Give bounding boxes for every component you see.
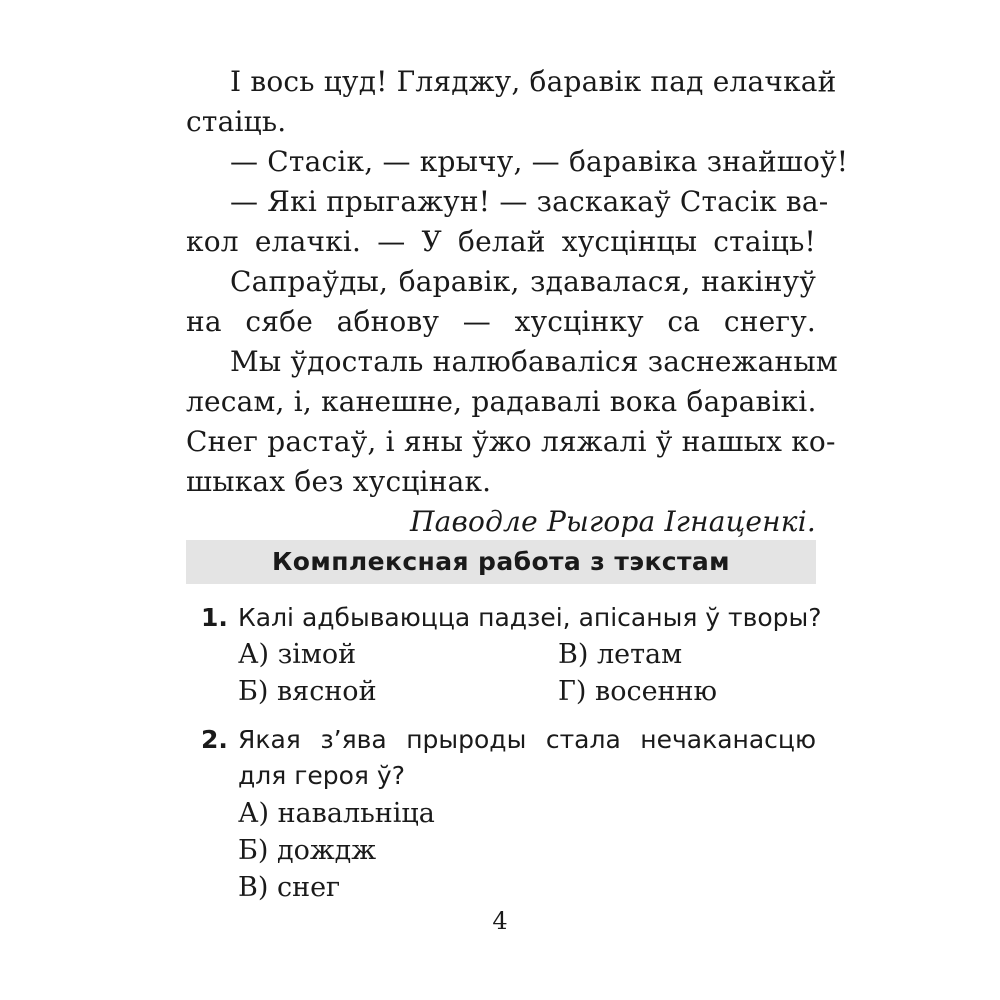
story-line: — Які прыгажун! — заскакаў Стасік ва- [230,185,829,218]
question-text [238,722,816,794]
page-number: 4 [492,907,508,935]
story-line: лесам, і, канешне, радавалі вока баравікі. [186,385,817,418]
story-line: І вось цуд! Гляджу, баравік пад елачкай [230,65,837,98]
answer-option-b[interactable]: Б) дождж [238,835,377,866]
story-line: шыках без хусцінак. [186,465,492,498]
question-number: 2. [201,725,228,754]
story-text [186,62,849,542]
answer-option-v[interactable]: В) снег [238,872,341,903]
question-number: 1. [201,603,228,632]
question-text [238,600,822,636]
question-text-line: для героя ў? [238,761,405,790]
story-line: кол елачкі. — У белай хусцінцы стаіць! [186,225,816,258]
story-line: — Стасік, — крычу, — баравіка знайшоў! [230,145,849,178]
question-1 [186,600,822,710]
story-line: Мы ўдосталь налюбаваліся заснежаным [230,345,838,378]
question-text-line: Якая з’ява прыроды стала нечаканасцю [238,725,816,754]
answer-option-b[interactable]: Б) вясной [238,676,377,707]
story-author: Паводле Рыгора Ігнаценкі. [410,505,816,538]
story-line: стаіць. [186,105,287,138]
question-text-line: Калі адбываюцца падзеі, апісаныя ў творы? [238,603,822,632]
answer-option-g[interactable]: Г) восенню [558,676,718,707]
section-heading: Комплексная работа з тэкстам [186,540,816,584]
story-line: Сапраўды, баравік, здавалася, накінуў [230,265,816,298]
question-2 [186,722,816,902]
answer-option-v[interactable]: В) летам [558,639,683,670]
story-line: на сябе абнову — хусцінку са снегу. [186,305,816,338]
answer-option-a[interactable]: А) навальніца [238,798,435,829]
answer-option-a[interactable]: А) зімой [238,639,357,670]
story-line: Снег растаў, і яны ўжо ляжалі ў нашых ко- [186,425,836,458]
